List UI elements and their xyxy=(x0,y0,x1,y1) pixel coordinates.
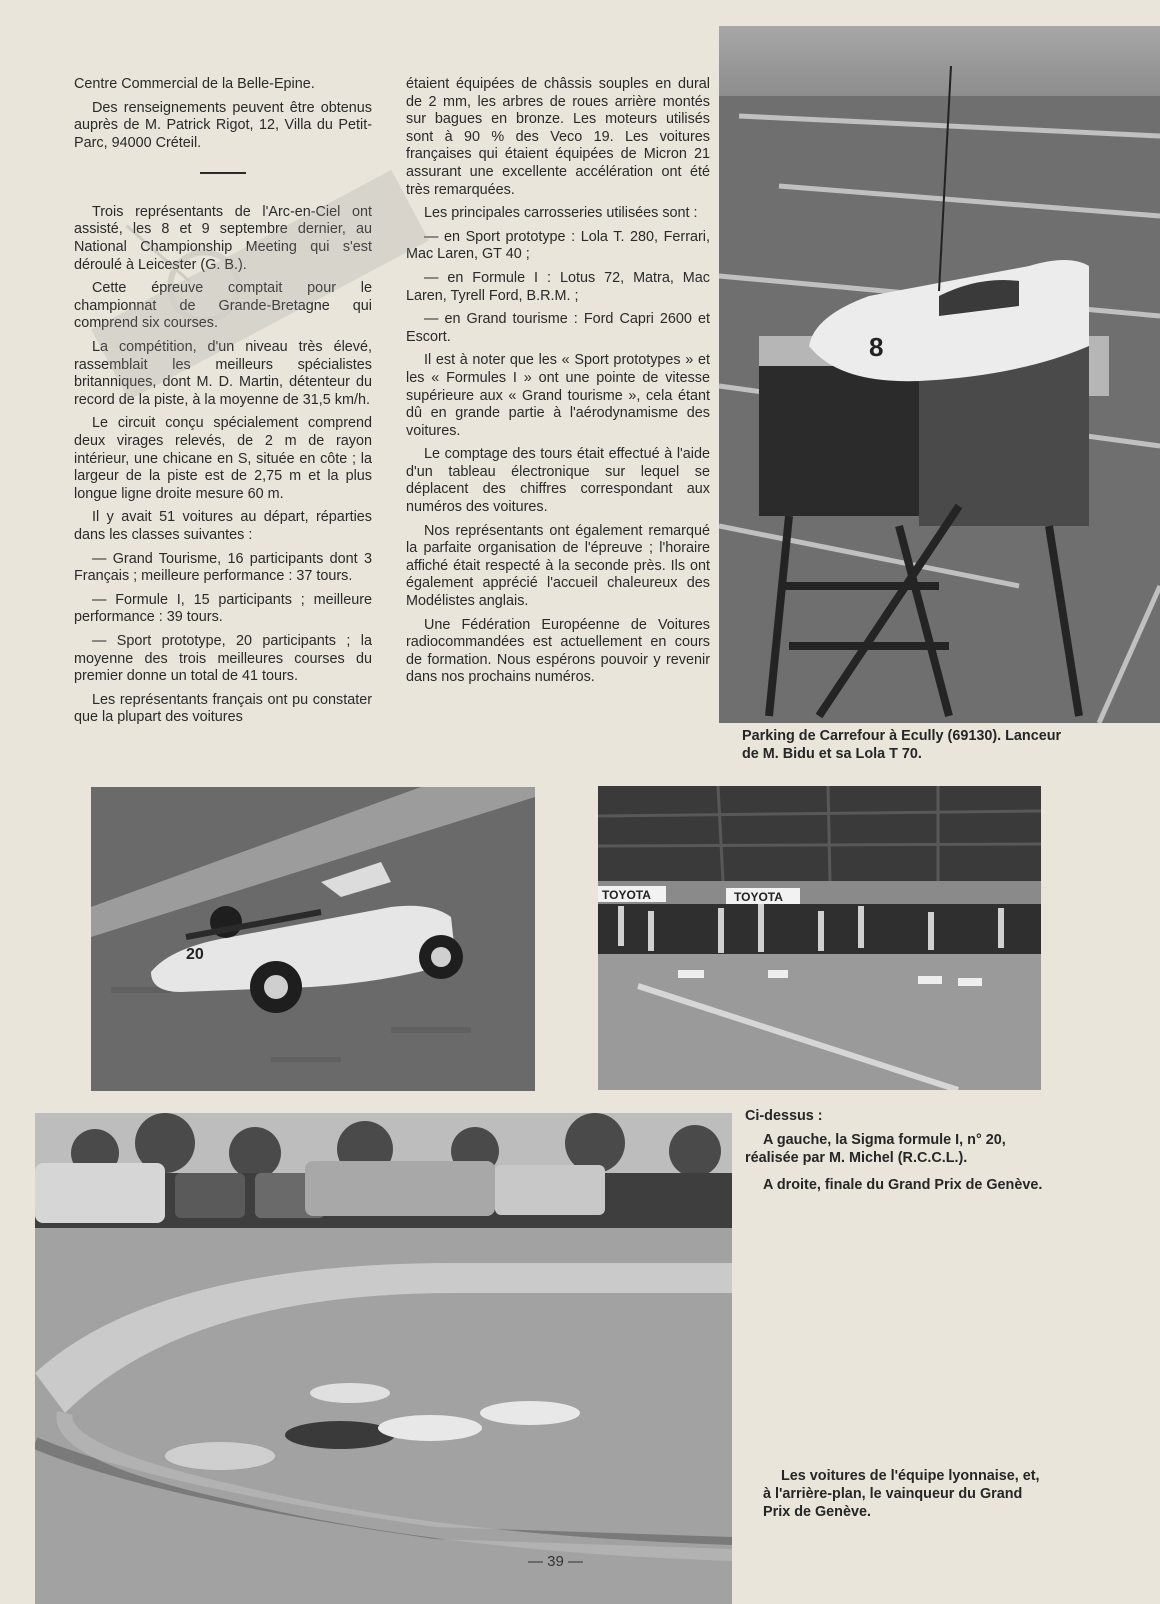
caption-text: A gauche, la Sigma formule I, n° 20, réalisée par M. Michel (R.C.C.L.). xyxy=(745,1132,1006,1166)
car-number: 20 xyxy=(186,946,204,963)
paragraph: Le comptage des tours était effectué à l'aide d'un tableau électronique sur lequel se déplacent des chiffres correspondant aux numéros des voitures. xyxy=(406,446,710,516)
page-number: — 39 — xyxy=(528,1553,584,1570)
article-column-2 xyxy=(406,76,710,693)
photo-launcher-lola xyxy=(719,26,1160,723)
paragraph: Centre Commercial de la Belle-Epine. xyxy=(74,76,315,92)
paragraph: Des renseignements peuvent être obtenus auprès de M. Patrick Rigot, 12, Villa du Petit-Parc, 94000 Créteil. xyxy=(74,99,372,151)
paragraph: La compétition, d'un niveau très élevé, rassemblait les meilleurs spécialistes britanniques, dont M. D. Martin, détenteur du record de la piste, à la moyenne de 31,5 km/h. xyxy=(74,339,372,408)
caption-launcher xyxy=(742,727,1072,772)
list-item: — Sport prototype, 20 participants ; la moyenne des trois meilleures courses du premier donne un total de 41 tours. xyxy=(74,632,372,685)
photo-sigma-formula xyxy=(91,787,535,1091)
paragraph: Le circuit conçu spécialement comprend deux virages relevés, de 2 m de rayon intérieur, une chicane en S, située en côte ; la largeur de la piste est de 2,75 m et la plus longue ligne droite mesure 60 m. xyxy=(74,415,372,502)
paragraph: Les principales carrosseries utilisées sont : xyxy=(424,205,698,222)
list-item: — en Sport prototype : Lola T. 280, Ferrari, Mac Laren, GT 40 ; xyxy=(406,228,710,263)
car-number: 8 xyxy=(869,332,884,362)
list-item: — Formule I, 15 participants ; meilleure performance : 39 tours. xyxy=(74,591,372,626)
paragraph: Il y avait 51 voitures au départ, réparties dans les classes suivantes : xyxy=(74,509,372,543)
article-column-1 xyxy=(74,76,372,733)
sign-text: TOYOTA xyxy=(734,890,783,904)
paragraph: Trois représentants de l'Arc-en-Ciel ont assisté, les 8 et 9 septembre dernier, au National Championship Meeting qui s'est déroulé à Leicester (G. B.). xyxy=(74,203,372,273)
caption-text: Les voitures de l'équipe lyonnaise, et, à l'arrière-plan, le vainqueur du Grand Prix de Genève. xyxy=(763,1468,1040,1520)
section-divider xyxy=(200,172,246,174)
paragraph: Il est à noter que les « Sport prototypes » et les « Formules I » ont une pointe de vitesse supérieure aux « Grand tourisme », cela étant dû en grande partie à l'aérodynamisme des voitures. xyxy=(406,352,710,439)
photo-grand-prix-geneve xyxy=(598,786,1041,1090)
caption-text: A droite, finale du Grand Prix de Genève. xyxy=(763,1177,1043,1193)
paragraph: étaient équipées de châssis souples en dural de 2 mm, les arbres de roues arrière montés sur bagues en bronze. Les moteurs utilisés sont à 90 % des Veco 19. Les voitures françaises qui étaient équipées de Micron 21 assurant une excellente accélération ont été très remarquées. xyxy=(406,76,710,198)
paragraph: Cette épreuve comptait pour le championnat de Grande-Bretagne qui comprend six courses. xyxy=(74,280,372,332)
caption-lyon xyxy=(763,1467,1051,1530)
sign-text: TOYOTA xyxy=(602,888,651,902)
list-item: — en Grand tourisme : Ford Capri 2600 et Escort. xyxy=(406,311,710,345)
caption-above xyxy=(745,1107,1051,1203)
list-item: — Grand Tourisme, 16 participants dont 3 Français ; meilleure performance : 37 tours. xyxy=(74,550,372,585)
list-item: — en Formule I : Lotus 72, Matra, Mac Laren, Tyrell Ford, B.R.M. ; xyxy=(406,269,710,304)
paragraph: Les représentants français ont pu constater que la plupart des voitures xyxy=(74,691,372,726)
caption-text: Parking de Carrefour à Ecully (69130). Lanceur de M. Bidu et sa Lola T 70. xyxy=(742,728,1062,762)
photo-lyon-team xyxy=(35,1113,732,1604)
paragraph: Nos représentants ont également remarqué la parfaite organisation de l'épreuve ; l'horaire affiché était respecté à la seconde près. Ils ont également apprécié l'accueil chaleureux des Modélistes anglais. xyxy=(406,522,710,610)
caption-heading: Ci-dessus : xyxy=(745,1108,823,1124)
paragraph: Une Fédération Européenne de Voitures radiocommandées est actuellement en cours de formation. Nous espérons pouvoir y revenir dans nos prochains numéros. xyxy=(406,616,710,686)
